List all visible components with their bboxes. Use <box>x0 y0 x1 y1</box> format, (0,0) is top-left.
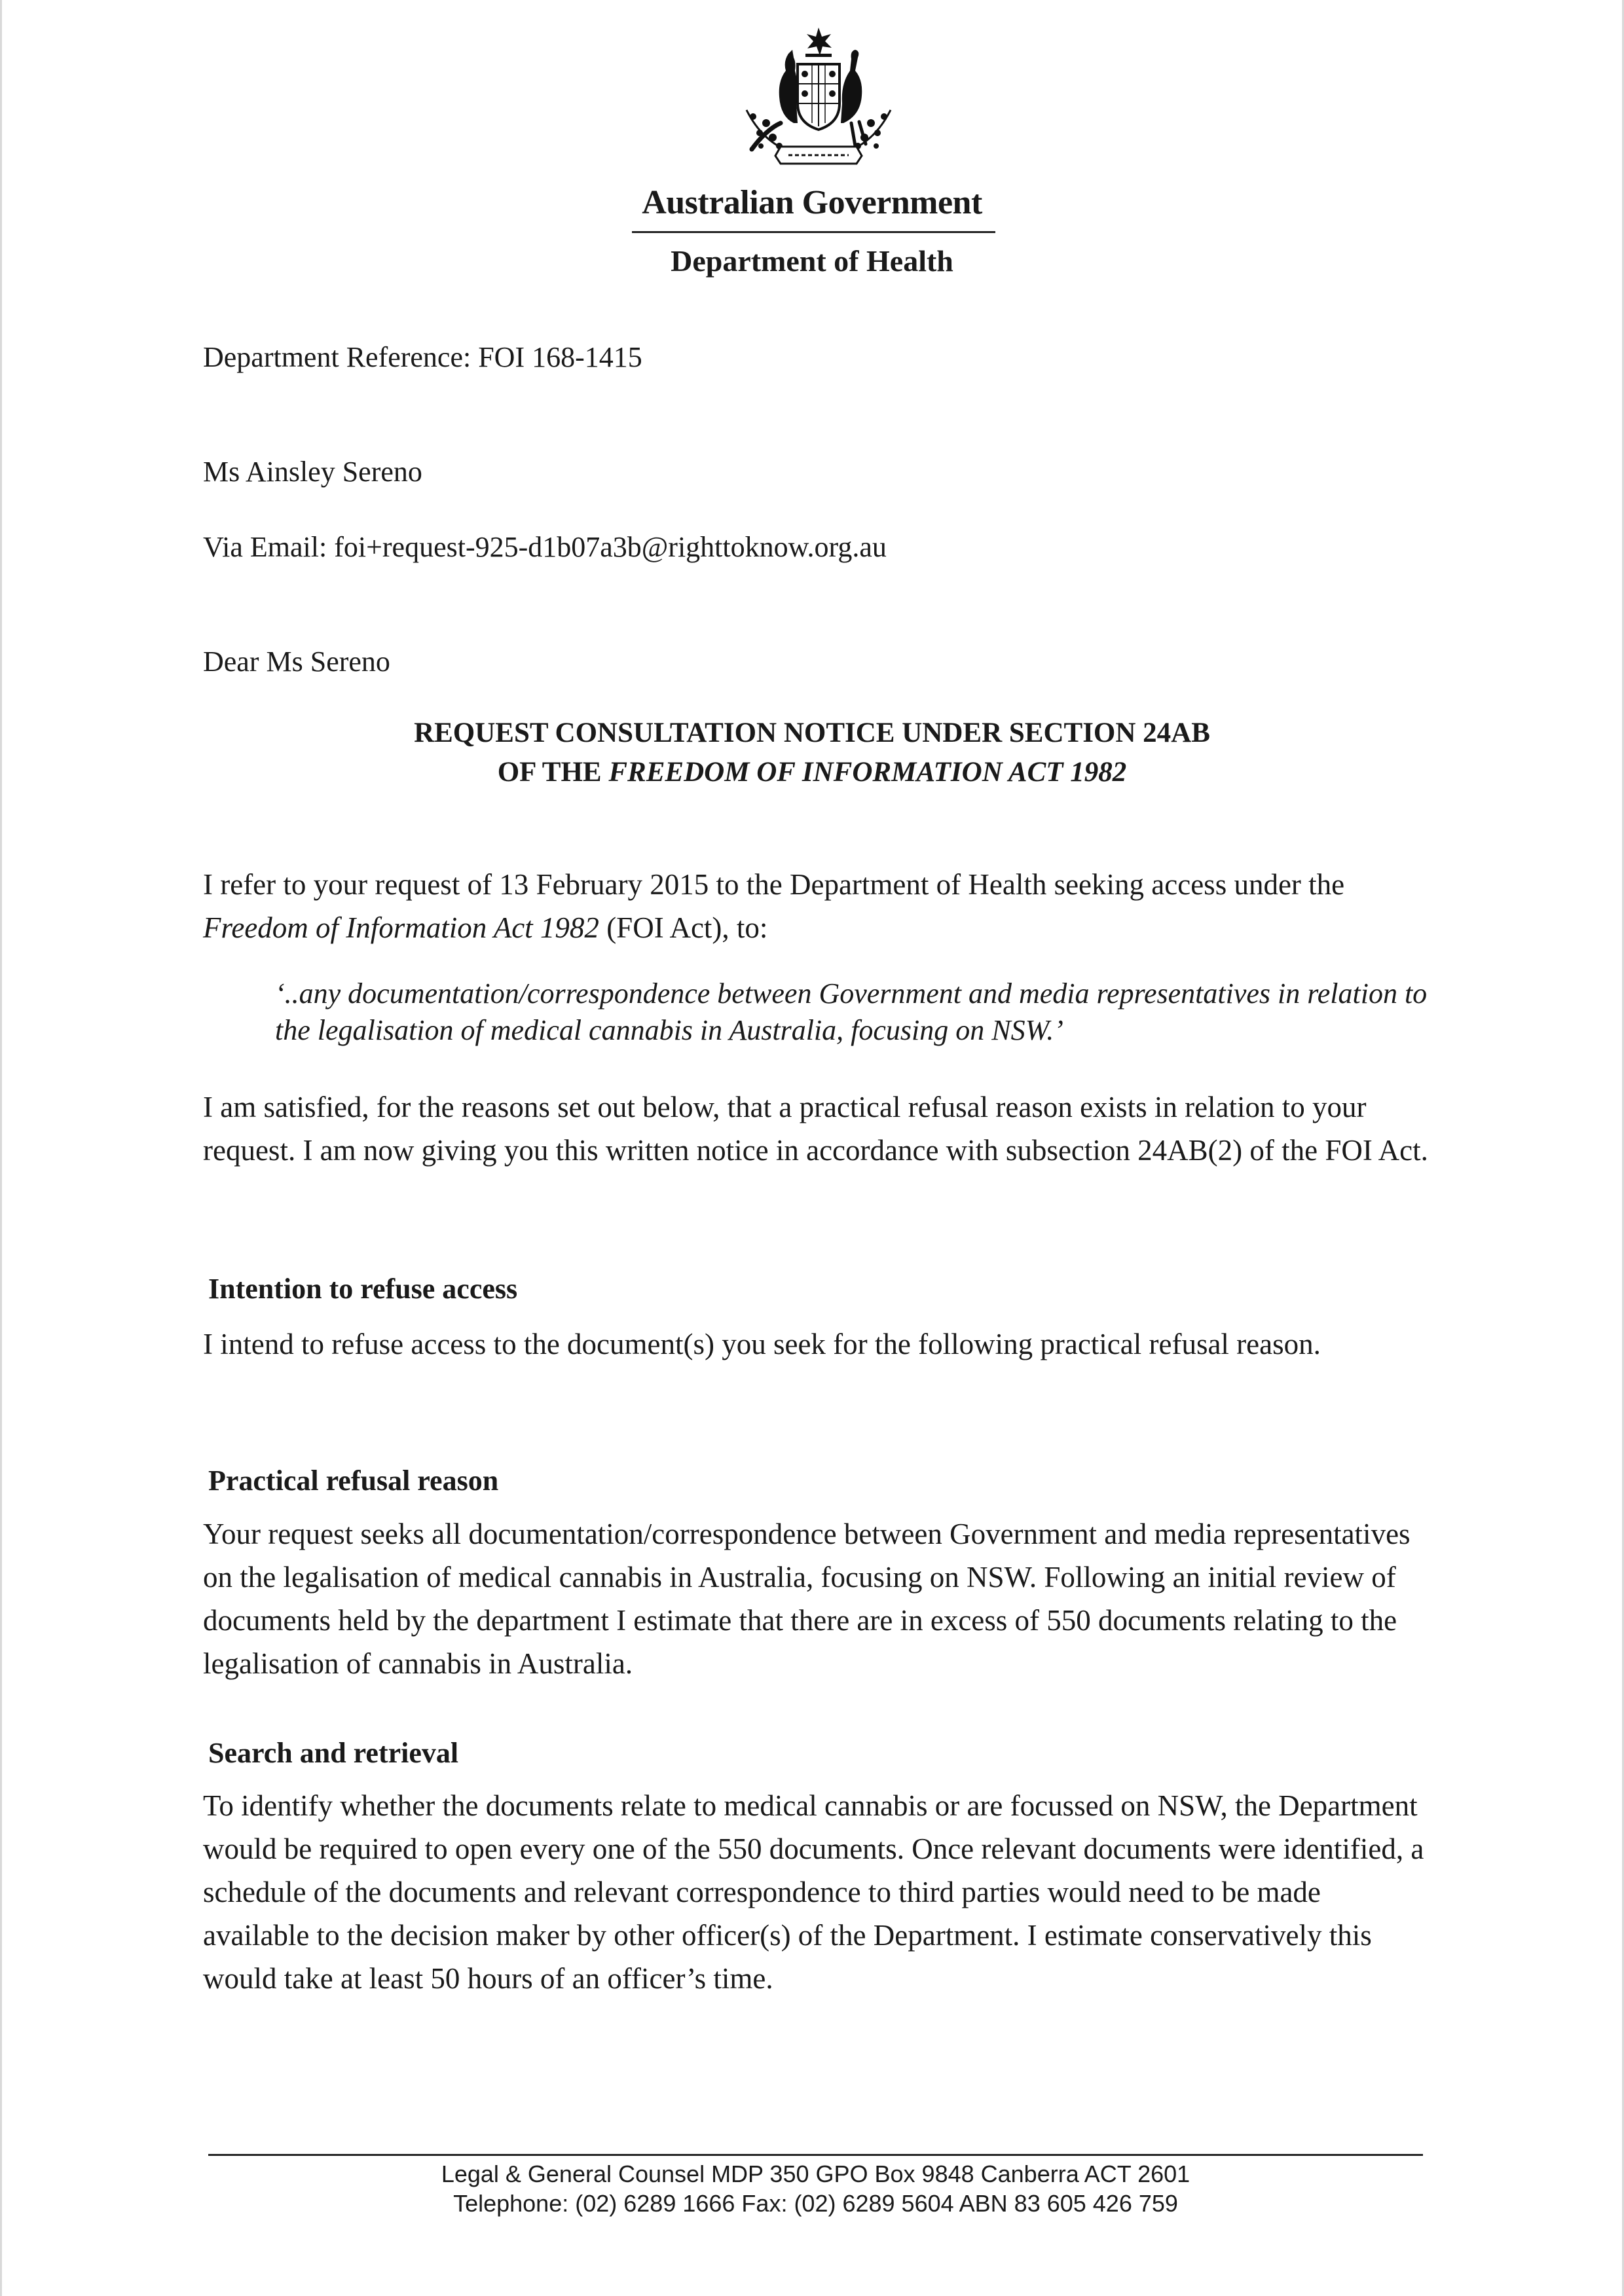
intro-text-1: I refer to your request of 13 February 2015 to the Department of Health seeking access under the <box>203 868 1345 901</box>
section-heading-intention: Intention to refuse access <box>208 1273 518 1305</box>
department-name: Department of Health <box>671 244 953 278</box>
notice-title-prefix: OF THE <box>497 757 609 788</box>
notice-title-line2 <box>196 753 1428 792</box>
footer-address: Legal & General Counsel MDP 350 GPO Box 9848 Canberra ACT 2601 <box>441 2160 1190 2187</box>
footer-divider <box>208 2154 1423 2156</box>
intro-act-name: Freedom of Information Act 1982 <box>203 911 599 944</box>
department-reference: Department Reference: FOI 168-1415 <box>203 341 642 373</box>
notice-title-line1: REQUEST CONSULTATION NOTICE UNDER SECTION 24AB <box>414 718 1210 748</box>
section-body-search-retrieval: To identify whether the documents relate to medical cannabis or are focussed on NSW, the Department would be required to open every one of the 550 documents. Once relevant documents were identified, a schedule of the documents and relevant correspondence to third parties would need to be made available to the decision maker by other officer(s) of the Department. I estimate conservatively this would take at least 50 hours of an officer’s time. <box>203 1789 1424 1995</box>
footer-contact: Telephone: (02) 6289 1666 Fax: (02) 6289 5604 ABN 83 605 426 759 <box>453 2190 1178 2217</box>
recipient-email: Via Email: foi+request-925-d1b07a3b@righttoknow.org.au <box>203 531 887 563</box>
intro-text-2: (FOI Act), to: <box>599 911 768 944</box>
section-body-practical-refusal: Your request seeks all documentation/correspondence between Government and media representatives on the legalisation of medical cannabis in Australia, focusing on NSW. Following an initial review of documents held by the department I estimate that there are in excess of 550 documents relating to the legalisation of cannabis in Australia. <box>203 1518 1411 1680</box>
section-heading-practical-refusal: Practical refusal reason <box>208 1465 499 1497</box>
header-divider <box>632 231 995 233</box>
salutation: Dear Ms Sereno <box>203 646 390 678</box>
request-quote: ‘..any documentation/correspondence between Government and media representatives in relation to the legalisation of medical cannabis in Australia, focusing on NSW.’ <box>275 977 1428 1046</box>
section-heading-search-retrieval: Search and retrieval <box>208 1737 459 1769</box>
satisfied-paragraph: I am satisfied, for the reasons set out below, that a practical refusal reason exists in relation to your request. I am now giving you this written notice in accordance with subsection 24AB(2) of the FOI Act. <box>203 1091 1428 1167</box>
section-body-intention: I intend to refuse access to the document(s) you seek for the following practical refusal reason. <box>203 1328 1321 1360</box>
notice-title-act: FREEDOM OF INFORMATION ACT 1982 <box>608 757 1127 788</box>
australian-coat-of-arms-icon <box>720 25 917 175</box>
government-name: Australian Government <box>642 184 982 221</box>
scan-edge-left <box>0 0 2 2296</box>
recipient-name: Ms Ainsley Sereno <box>203 456 422 488</box>
intro-paragraph <box>203 863 1434 949</box>
notice-title <box>196 714 1428 792</box>
